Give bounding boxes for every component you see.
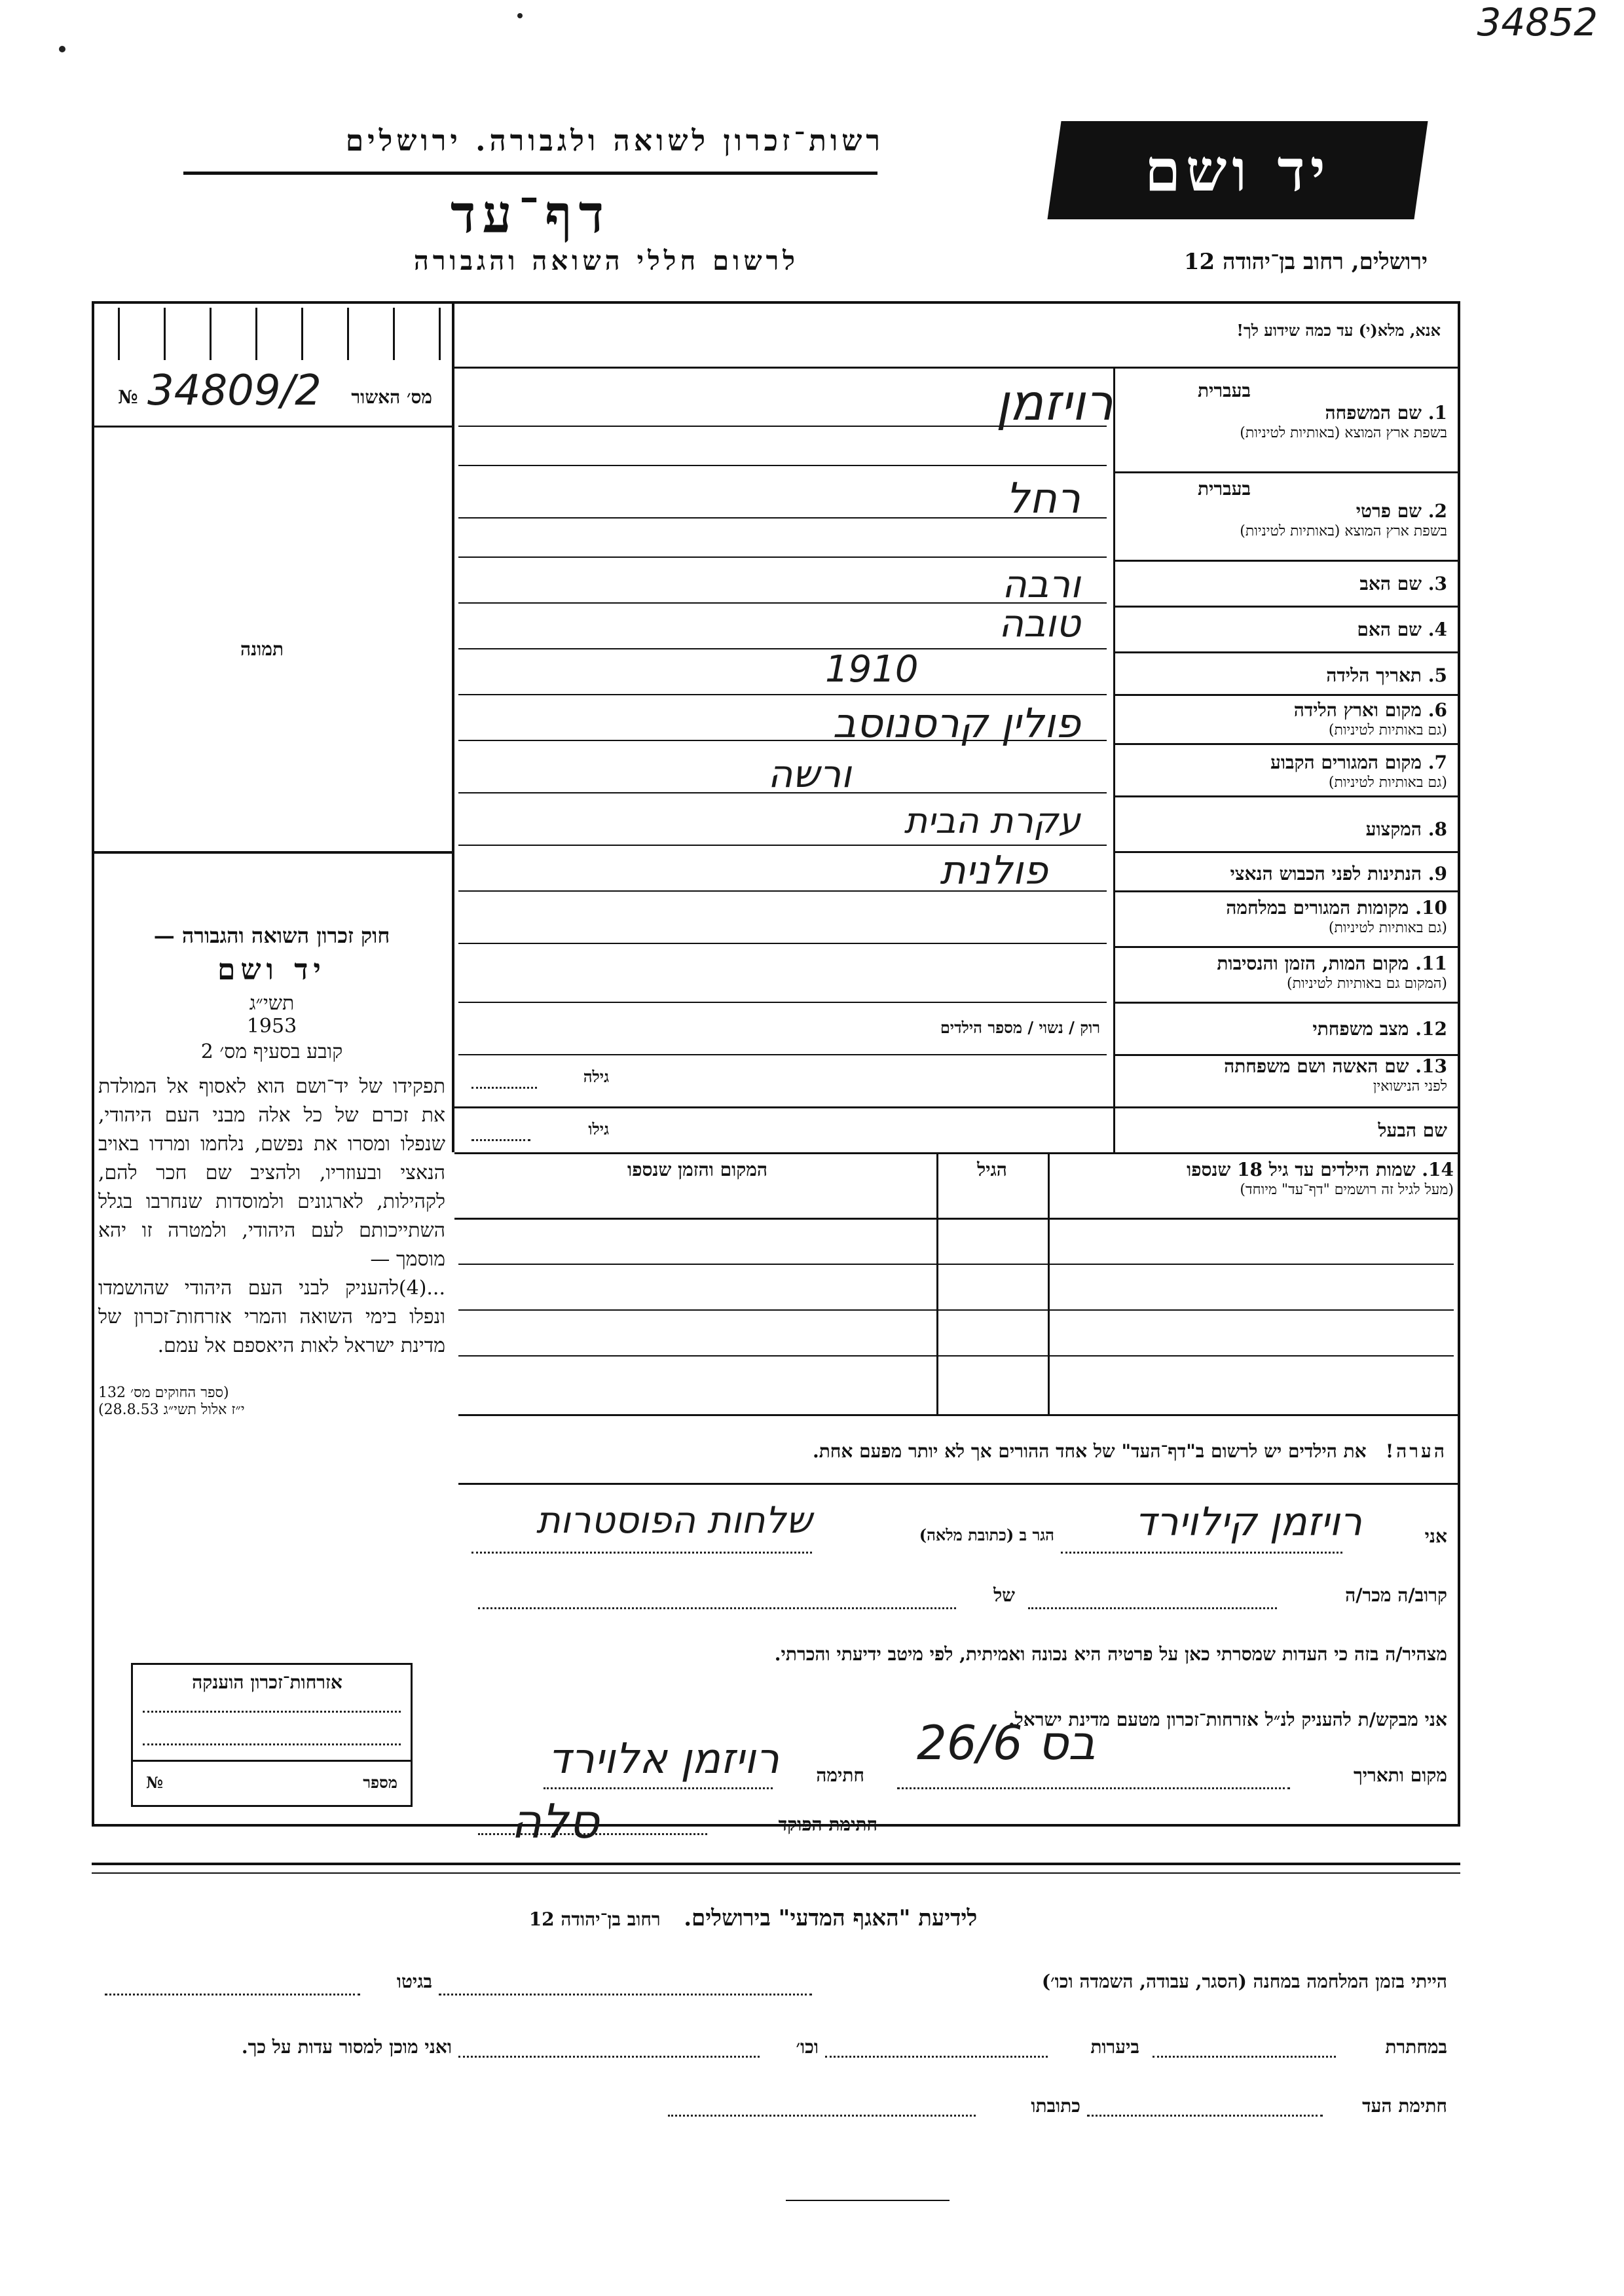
children-col-divider [936,1152,938,1414]
field-label: מקומות המגורים במלחמה [1226,897,1409,919]
law-year: 1953 [246,1015,297,1038]
remark-line [458,1483,1460,1485]
field-number: 1. [1428,402,1447,424]
field-family-name [1120,380,1447,441]
value-first-name: רחל [1005,475,1080,523]
value-profession: עקרת הבית [904,800,1080,841]
certificate-number-label: מספר [363,1773,397,1792]
field-lang-hebrew: בעברית [1197,478,1251,500]
field-lang-latin: בשפת ארץ המוצא (באותיות לטיניות) [1240,425,1447,441]
scan-speck [59,46,65,52]
decl-of-line [478,1607,956,1609]
id-tick-boxes [118,308,445,360]
certificate-box [131,1663,413,1807]
row-sep [1113,890,1460,892]
decl-statement: מצהיר/ה בזה כי העדות שמסרתי כאן על פרטיה היא נכונה ואמיתית, לפי מיטב ידיעתי והכרתי. [774,1643,1447,1665]
footer-etc-fill [458,2056,760,2058]
value-birth-date: 1910 [825,648,919,691]
field-note: לפני הנישואין [1373,1078,1447,1095]
row-sep [1113,946,1460,948]
footer-witness-sig-label: חתימת העד [1362,2095,1447,2117]
field-label: מקום וארץ הלידה [1293,699,1422,721]
decl-place-date-value: 26/6 בס [917,1715,1096,1770]
footer-willing: ואני מוכן למסור עדות על כך. [241,2036,452,2058]
footer-underground-fill [1153,2056,1336,2058]
field-father-name [1120,573,1447,595]
decl-official-label: חתימת הפוקד [778,1813,877,1835]
field-marital-status [1120,1018,1447,1040]
law-clause: קובע בסעיף מס׳ 2 [200,1040,343,1063]
logo-text: יד ושם [1145,136,1331,204]
field-number: 10. [1415,897,1447,919]
remark-text: את הילדים יש לרשום ב"דף־העד" של אחד ההורים אך לא יותר מפעם אחת. [812,1440,1367,1462]
field-label: שמות הילדים עד גיל 18 שנספו [1187,1159,1416,1180]
footer-address-label: כתובתו [1031,2095,1080,2117]
row-sep [1113,560,1460,562]
decl-resides-label: הגר ב (כתובת מלאה) [919,1525,1054,1544]
field-label: מצב משפחתי [1312,1018,1409,1040]
children-row-line [458,1309,1454,1311]
field-birth-place [1120,699,1447,738]
field-label: שם האשה ושם משפחתה [1224,1055,1409,1077]
decl-address-line [471,1552,812,1554]
marital-options: רוק / נשוי / מספר הילדים [940,1018,1100,1037]
field-number: 9. [1428,863,1447,884]
value-line [458,556,1107,558]
law-year-heb: תשי״ג [249,992,295,1015]
law-body: תפקידו של יד־ושם הוא לאסוף אל המולדת את זכרם של כל אלה מבני העם היהודי, שנפלו ומסרו את נפשם, נלחמו ומרדו באויב הנאצי ובעוזריו, ולהציב שם חכר להם, לקהילות, לארגונים ולמוסדות שנחרבו בגלל השתייכותם לעם היהודי, ולמטרה זו יהא מוסמך — [98,1075,445,1271]
remark-label: הערה! [1385,1440,1447,1462]
photo-label: תמונה [240,638,284,660]
law-section [98,923,445,1418]
children-row-line [458,1355,1454,1357]
decl-address-value: שלחות הפוסטרות [536,1499,812,1542]
value-nationality: פולנית [940,848,1048,894]
footer-heading-title: לידיעת "האגף המדעי" בירושלים. [684,1905,978,1931]
field-label: שם פרטי [1356,500,1422,522]
certificate-title: אזרחות־זכרון הוענקה [192,1671,342,1693]
footer-etc-label: וכו׳ [796,2036,819,2058]
row-sep [1113,743,1460,745]
row-sep [454,1106,1460,1108]
authority-name: רשות־זכרון לשואה ולגבורה. ירושלים [345,124,884,158]
footer-address-fill [668,2115,976,2117]
value-line [458,465,1107,466]
children-age-header: הגיל [977,1159,1007,1180]
row-sep [1113,694,1460,696]
remark [458,1440,1447,1463]
value-line [458,1002,1107,1003]
field-note: (גם באותיות לטיניות) [1328,774,1447,791]
footer-ghetto-label: בגיטו [396,1971,432,1992]
field-first-name [1120,478,1447,539]
left-column-divider [452,301,454,1152]
label-column-divider [1113,367,1115,1152]
footer-forests-fill [825,2056,1048,2058]
field-label: תאריך הלידה [1326,665,1422,686]
decl-signature-value: רויזמן אלוירד [547,1735,779,1783]
footer-camp-line: הייתי בזמן המלחמה במחנה (הסגר, עבודה, השמדה וכו׳) [1041,1971,1447,1992]
footer-separator-thin [92,1872,1460,1874]
row-sep [1113,851,1460,853]
children-row-line [458,1264,1454,1265]
children-col-divider [1048,1152,1050,1414]
footer-heading [327,1905,1179,1931]
footer-ghetto-fill [105,1994,360,1995]
field-birth-date [1120,665,1447,687]
field-label: שם המשפחה [1325,402,1422,424]
row-sep [1113,651,1460,653]
authority-underline [183,172,877,175]
field-number: 6. [1428,699,1447,721]
field-wife-name [1120,1055,1447,1095]
certificate-line [143,1711,401,1713]
field-note: (מעל לגיל זה רושמים "דף־עד" מיוחד) [1240,1182,1454,1198]
value-line [458,943,1107,944]
decl-name-line [1061,1552,1342,1554]
decl-place-date-line [897,1787,1290,1789]
field-note: (גם באותיות לטיניות) [1328,722,1447,738]
receipt-label: מס׳ האשור [351,386,432,408]
value-birth-place: פולין קרסנוסב [832,699,1080,747]
field-note: (גם באותיות לטיניות) [1328,920,1447,936]
wife-age-label: גילה [583,1067,609,1086]
row-sep [1113,795,1460,797]
field-number: 8. [1428,818,1447,840]
value-line [458,648,1107,649]
field-note: (המקום גם באותיות לטיניות) [1287,975,1447,992]
children-header-line [454,1218,1460,1220]
field-number: 5. [1428,665,1447,686]
instruction-line [454,367,1460,369]
footer-separator [92,1863,1460,1865]
value-family-name: רויזמן [995,373,1113,431]
instruction: אנא, מלא(י) עד כמה שידוע לך! [1236,321,1441,340]
scan-mark [786,2200,950,2201]
field-number: 14. [1422,1159,1454,1180]
yad-vashem-logo [1047,121,1428,219]
field-number: 12. [1415,1018,1447,1040]
field-lang-hebrew: בעברית [1197,380,1251,401]
field-number: 4. [1428,619,1447,640]
value-father-name: ורבה [1002,562,1080,606]
form-title: דף־עד [450,183,611,245]
field-lang-latin: בשפת ארץ המוצא (באותיות לטיניות) [1240,523,1447,539]
row-sep [1113,606,1460,608]
certificate-line [143,1743,401,1745]
field-label: שם האב [1359,573,1422,594]
header-address: ירושלים, רחוב בן־יהודה 12 [1183,249,1428,275]
law-name: יד ושם [217,953,326,987]
footer-address: רחוב בן־יהודה 12 [528,1908,661,1930]
field-label: מקום המות, הזמן והנסיבות [1217,953,1409,974]
decl-name-value: רויזמן קילוירד [1134,1499,1362,1545]
field-label: הנתינות לפני הכבוש הנאצי [1230,863,1422,884]
value-line [458,845,1107,846]
field-number: 3. [1428,573,1447,594]
value-line [458,1054,1107,1055]
field-nationality [1120,863,1447,885]
row-sep [1113,1002,1460,1004]
decl-i-label: אני [1424,1525,1447,1547]
field-number: 7. [1428,752,1447,773]
field-number: 11. [1415,953,1447,974]
footer-forests-label: ביערות [1090,2036,1139,2058]
field-label: שם האם [1357,619,1422,640]
decl-official-value: סלה [511,1794,599,1849]
law-reference: (ספר החוקים מס׳ 132 [98,1385,229,1401]
value-residence: ורשה [767,752,851,796]
field-number: 13. [1415,1055,1447,1077]
children-table-bottom [458,1414,1460,1416]
field-husband-name: שם הבעל [1378,1120,1447,1141]
field-death-place [1120,953,1447,992]
decl-signature-label: חתימה [816,1764,864,1786]
value-mother-name: טובה [999,601,1080,646]
field-profession [1120,818,1447,841]
field-label: המקצוע [1365,818,1422,840]
field-wartime-residence [1120,897,1447,936]
decl-request: אני מבקש/ת להעניק לנ״ל אזרחות־זכרון מטעם מדינת ישראל. [1008,1709,1447,1730]
wife-age-line [471,1087,537,1089]
field-label: מקום המגורים הקבוע [1270,752,1422,773]
certificate-number-prefix: № [146,1773,164,1792]
husband-age-line [471,1139,530,1141]
children-label [1054,1159,1454,1198]
law-reference-date: י״ז אלול תשי״ג 28.8.53) [98,1402,245,1418]
decl-signature-line [544,1787,773,1789]
footer-witness-sig-fill [1087,2115,1323,2117]
receipt-number-prefix: № [118,386,138,408]
decl-place-date-label: מקום ותאריך [1353,1764,1447,1786]
husband-age-label: גילו [588,1120,609,1139]
decl-relation-line [1028,1607,1277,1609]
field-residence [1120,752,1447,791]
receipt-row-line [92,426,454,428]
footer-camp-fill [439,1994,812,1995]
children-table-top [454,1152,1460,1154]
certificate-divider [133,1760,411,1762]
field-mother-name [1120,619,1447,641]
field-number: 2. [1428,500,1447,522]
form-subtitle: לרשום חללי השואה והגבורה [413,246,799,276]
law-clause-4: ...(4)להעניק לבני העם היהודי שהושמדו ונפלו בימי השואה והמרי אזרחות־זכרון של מדינת ישראל לאות היאספם אל עמם. [98,1277,445,1357]
decl-relation-label: קרוב/ה מכר/ה [1345,1584,1447,1606]
scan-speck [517,13,523,18]
footer-underground-label: במחתרת [1385,2036,1447,2058]
decl-of-label: של [993,1584,1015,1606]
law-title: חוק זכרון השואה והגבורה — [153,923,390,948]
archive-number: 34852 [1477,0,1598,45]
value-line [458,694,1107,695]
children-place-header: המקום והזמן שנספו [627,1159,767,1180]
photo-box-bottom [92,851,454,854]
row-sep [1113,471,1460,473]
receipt-number: 34809/2 [147,367,322,415]
